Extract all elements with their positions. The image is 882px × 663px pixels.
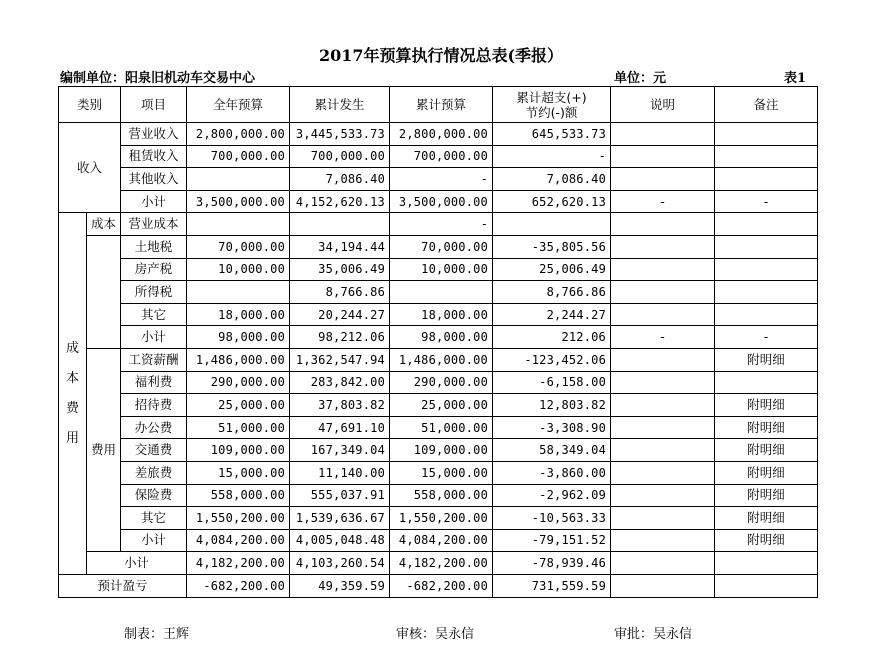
cell-annual: 109,000.00 bbox=[187, 439, 290, 462]
row-item: 其它 bbox=[121, 507, 187, 530]
cell-budget: 700,000.00 bbox=[390, 145, 493, 168]
table-row bbox=[59, 303, 818, 326]
cell-note bbox=[611, 574, 715, 597]
cell-note bbox=[611, 258, 715, 281]
row-item: 工资薪酬 bbox=[121, 348, 187, 371]
table-row bbox=[59, 258, 818, 281]
cell-actual: 555,037.91 bbox=[290, 484, 390, 507]
cell-budget: 98,000.00 bbox=[390, 326, 493, 349]
cell-budget: 1,550,200.00 bbox=[390, 507, 493, 530]
group-char: 本 bbox=[65, 370, 79, 386]
cell-remark bbox=[715, 213, 818, 236]
table-row bbox=[59, 394, 818, 417]
cell-variance: -79,151.52 bbox=[493, 529, 611, 552]
unit-label-prefix: 编制单位： bbox=[60, 71, 126, 86]
col-header-variance bbox=[493, 87, 611, 123]
col-header-note: 说明 bbox=[611, 87, 715, 123]
group-char: 费 bbox=[65, 400, 79, 416]
col-header-variance-line1: 累计超支(+) bbox=[516, 89, 587, 105]
cell-remark: 附明细 bbox=[715, 416, 818, 439]
cell-remark bbox=[715, 168, 818, 191]
cell-remark bbox=[715, 145, 818, 168]
cell-budget: 4,182,200.00 bbox=[390, 552, 493, 575]
cell-budget bbox=[390, 281, 493, 304]
cell-actual: 700,000.00 bbox=[290, 145, 390, 168]
table-row bbox=[59, 461, 818, 484]
cell-variance: -3,860.00 bbox=[493, 461, 611, 484]
cell-actual: 37,803.82 bbox=[290, 394, 390, 417]
cell-note bbox=[611, 213, 715, 236]
row-item: 小计 bbox=[121, 326, 187, 349]
col-header-remark: 备注 bbox=[715, 87, 818, 123]
cell-annual: 4,084,200.00 bbox=[187, 529, 290, 552]
row-item: 土地税 bbox=[121, 235, 187, 258]
cell-budget: 1,486,000.00 bbox=[390, 348, 493, 371]
row-item: 其它 bbox=[121, 303, 187, 326]
row-item: 营业收入 bbox=[121, 123, 187, 146]
row-item: 小计 bbox=[87, 552, 187, 575]
cell-note bbox=[611, 348, 715, 371]
cell-note bbox=[611, 303, 715, 326]
cell-actual: 1,539,636.67 bbox=[290, 507, 390, 530]
cell-annual bbox=[187, 213, 290, 236]
cell-annual: 3,500,000.00 bbox=[187, 190, 290, 213]
group-cost-expense bbox=[59, 213, 87, 575]
cell-note bbox=[611, 394, 715, 417]
cell-budget: -682,200.00 bbox=[390, 574, 493, 597]
cell-actual: 283,842.00 bbox=[290, 371, 390, 394]
row-item: 保险费 bbox=[121, 484, 187, 507]
currency-unit: 单位：元 bbox=[614, 71, 667, 86]
group-char: 成 bbox=[65, 340, 79, 356]
table-row bbox=[59, 439, 818, 462]
col-header-item: 项目 bbox=[121, 87, 187, 123]
cell-note: - bbox=[611, 190, 715, 213]
cell-note bbox=[611, 529, 715, 552]
cell-variance bbox=[493, 213, 611, 236]
col-header-category: 类别 bbox=[59, 87, 121, 123]
cell-actual: 1,362,547.94 bbox=[290, 348, 390, 371]
table-row bbox=[59, 574, 818, 597]
table-row bbox=[59, 213, 818, 236]
cell-variance: -123,452.06 bbox=[493, 348, 611, 371]
report-title: 2017年预算执行情况总表(季报） bbox=[318, 46, 564, 65]
cell-annual: 25,000.00 bbox=[187, 394, 290, 417]
cell-actual: 20,244.27 bbox=[290, 303, 390, 326]
cell-variance: -35,805.56 bbox=[493, 235, 611, 258]
cell-actual bbox=[290, 213, 390, 236]
table-row bbox=[59, 416, 818, 439]
budget-table bbox=[58, 86, 818, 598]
cell-remark: - bbox=[715, 326, 818, 349]
cell-note bbox=[611, 168, 715, 191]
table-row bbox=[59, 552, 818, 575]
cell-budget: 70,000.00 bbox=[390, 235, 493, 258]
cell-remark: 附明细 bbox=[715, 529, 818, 552]
cell-remark: 附明细 bbox=[715, 439, 818, 462]
table-row bbox=[59, 281, 818, 304]
table-row bbox=[59, 348, 818, 371]
prepared-by: 制表：王辉 bbox=[124, 627, 190, 642]
unit-label bbox=[60, 67, 255, 86]
col-header-cum-budget: 累计预算 bbox=[390, 87, 493, 123]
cell-remark: 附明细 bbox=[715, 394, 818, 417]
table-row bbox=[59, 326, 818, 349]
cell-budget: 51,000.00 bbox=[390, 416, 493, 439]
cell-variance: -2,962.09 bbox=[493, 484, 611, 507]
cell-variance: 12,803.82 bbox=[493, 394, 611, 417]
cell-remark bbox=[715, 258, 818, 281]
cell-budget: 18,000.00 bbox=[390, 303, 493, 326]
cell-budget: 109,000.00 bbox=[390, 439, 493, 462]
cell-budget: 4,084,200.00 bbox=[390, 529, 493, 552]
cell-annual: 1,486,000.00 bbox=[187, 348, 290, 371]
table-row bbox=[59, 123, 818, 146]
cell-variance: -10,563.33 bbox=[493, 507, 611, 530]
cell-note bbox=[611, 461, 715, 484]
cell-variance: - bbox=[493, 145, 611, 168]
cell-annual bbox=[187, 168, 290, 191]
group-char: 用 bbox=[65, 430, 79, 446]
row-item: 办公费 bbox=[121, 416, 187, 439]
cell-annual: 2,800,000.00 bbox=[187, 123, 290, 146]
cell-annual: 1,550,200.00 bbox=[187, 507, 290, 530]
cell-variance: 645,533.73 bbox=[493, 123, 611, 146]
table-row bbox=[59, 529, 818, 552]
col-header-variance-line2: 节约(-)额 bbox=[525, 104, 578, 120]
cell-remark bbox=[715, 371, 818, 394]
cell-remark: 附明细 bbox=[715, 484, 818, 507]
cell-note bbox=[611, 484, 715, 507]
cell-actual: 4,152,620.13 bbox=[290, 190, 390, 213]
cell-note: - bbox=[611, 326, 715, 349]
cell-remark bbox=[715, 303, 818, 326]
cell-variance: 58,349.04 bbox=[493, 439, 611, 462]
table-id: 表1 bbox=[784, 71, 807, 86]
row-item-profit: 预计盈亏 bbox=[59, 574, 187, 597]
cell-remark: 附明细 bbox=[715, 348, 818, 371]
table-row bbox=[59, 190, 818, 213]
row-item: 营业成本 bbox=[121, 213, 187, 236]
cell-annual: 18,000.00 bbox=[187, 303, 290, 326]
cell-remark bbox=[715, 281, 818, 304]
cell-budget: 290,000.00 bbox=[390, 371, 493, 394]
cell-actual: 34,194.44 bbox=[290, 235, 390, 258]
cell-actual: 8,766.86 bbox=[290, 281, 390, 304]
cell-remark bbox=[715, 235, 818, 258]
cell-actual: 98,212.06 bbox=[290, 326, 390, 349]
table-row bbox=[59, 168, 818, 191]
cell-budget: 558,000.00 bbox=[390, 484, 493, 507]
cell-annual: 558,000.00 bbox=[187, 484, 290, 507]
table-row bbox=[59, 235, 818, 258]
cell-remark: - bbox=[715, 190, 818, 213]
cell-remark bbox=[715, 123, 818, 146]
cell-actual: 49,359.59 bbox=[290, 574, 390, 597]
cell-annual: 15,000.00 bbox=[187, 461, 290, 484]
col-header-cum-actual: 累计发生 bbox=[290, 87, 390, 123]
cell-annual: 290,000.00 bbox=[187, 371, 290, 394]
cell-budget: - bbox=[390, 168, 493, 191]
cell-variance: 8,766.86 bbox=[493, 281, 611, 304]
subgroup-expense: 费用 bbox=[87, 348, 121, 551]
cell-annual: 10,000.00 bbox=[187, 258, 290, 281]
cell-actual: 3,445,533.73 bbox=[290, 123, 390, 146]
row-item: 招待费 bbox=[121, 394, 187, 417]
cell-note bbox=[611, 416, 715, 439]
cell-note bbox=[611, 552, 715, 575]
cell-variance: -6,158.00 bbox=[493, 371, 611, 394]
cell-note bbox=[611, 281, 715, 304]
cell-budget: 25,000.00 bbox=[390, 394, 493, 417]
cell-actual: 35,006.49 bbox=[290, 258, 390, 281]
table-header-row bbox=[59, 87, 818, 123]
row-item: 其他收入 bbox=[121, 168, 187, 191]
row-item: 所得税 bbox=[121, 281, 187, 304]
cell-variance: -78,939.46 bbox=[493, 552, 611, 575]
cell-annual: -682,200.00 bbox=[187, 574, 290, 597]
cell-note bbox=[611, 145, 715, 168]
cell-actual: 47,691.10 bbox=[290, 416, 390, 439]
row-item: 租赁收入 bbox=[121, 145, 187, 168]
table-row bbox=[59, 145, 818, 168]
cell-note bbox=[611, 371, 715, 394]
cell-budget: 10,000.00 bbox=[390, 258, 493, 281]
row-item: 交通费 bbox=[121, 439, 187, 462]
cell-annual: 70,000.00 bbox=[187, 235, 290, 258]
cell-note bbox=[611, 439, 715, 462]
row-item: 差旅费 bbox=[121, 461, 187, 484]
cell-budget: 3,500,000.00 bbox=[390, 190, 493, 213]
row-item: 小计 bbox=[121, 190, 187, 213]
cell-variance: 212.06 bbox=[493, 326, 611, 349]
cell-annual bbox=[187, 281, 290, 304]
cell-annual: 51,000.00 bbox=[187, 416, 290, 439]
cell-actual: 11,140.00 bbox=[290, 461, 390, 484]
cell-note bbox=[611, 123, 715, 146]
cell-variance: 731,559.59 bbox=[493, 574, 611, 597]
cell-remark: 附明细 bbox=[715, 461, 818, 484]
cell-variance: 25,006.49 bbox=[493, 258, 611, 281]
cell-annual: 700,000.00 bbox=[187, 145, 290, 168]
row-item: 小计 bbox=[121, 529, 187, 552]
table-row bbox=[59, 484, 818, 507]
cell-actual: 4,103,260.54 bbox=[290, 552, 390, 575]
col-header-annual: 全年预算 bbox=[187, 87, 290, 123]
cell-budget: 15,000.00 bbox=[390, 461, 493, 484]
cell-variance: -3,308.90 bbox=[493, 416, 611, 439]
cell-variance: 652,620.13 bbox=[493, 190, 611, 213]
cell-actual: 167,349.04 bbox=[290, 439, 390, 462]
row-item: 房产税 bbox=[121, 258, 187, 281]
cell-remark bbox=[715, 574, 818, 597]
table-row bbox=[59, 507, 818, 530]
cell-actual: 7,086.40 bbox=[290, 168, 390, 191]
cell-remark: 附明细 bbox=[715, 507, 818, 530]
cell-actual: 4,005,048.48 bbox=[290, 529, 390, 552]
cell-variance: 2,244.27 bbox=[493, 303, 611, 326]
row-item: 福利费 bbox=[121, 371, 187, 394]
cell-annual: 98,000.00 bbox=[187, 326, 290, 349]
approved-by: 审批：吴永信 bbox=[614, 627, 693, 642]
cell-budget: - bbox=[390, 213, 493, 236]
group-income: 收入 bbox=[59, 123, 121, 213]
cell-note bbox=[611, 507, 715, 530]
cell-budget: 2,800,000.00 bbox=[390, 123, 493, 146]
reviewed-by: 审核：吴永信 bbox=[396, 627, 475, 642]
organization-name: 阳泉旧机动车交易中心 bbox=[125, 71, 256, 86]
cell-variance: 7,086.40 bbox=[493, 168, 611, 191]
subgroup-tax-blank bbox=[87, 235, 121, 348]
cell-note bbox=[611, 235, 715, 258]
subgroup-cost: 成本 bbox=[87, 213, 121, 236]
table-row bbox=[59, 371, 818, 394]
cell-remark bbox=[715, 552, 818, 575]
cell-annual: 4,182,200.00 bbox=[187, 552, 290, 575]
